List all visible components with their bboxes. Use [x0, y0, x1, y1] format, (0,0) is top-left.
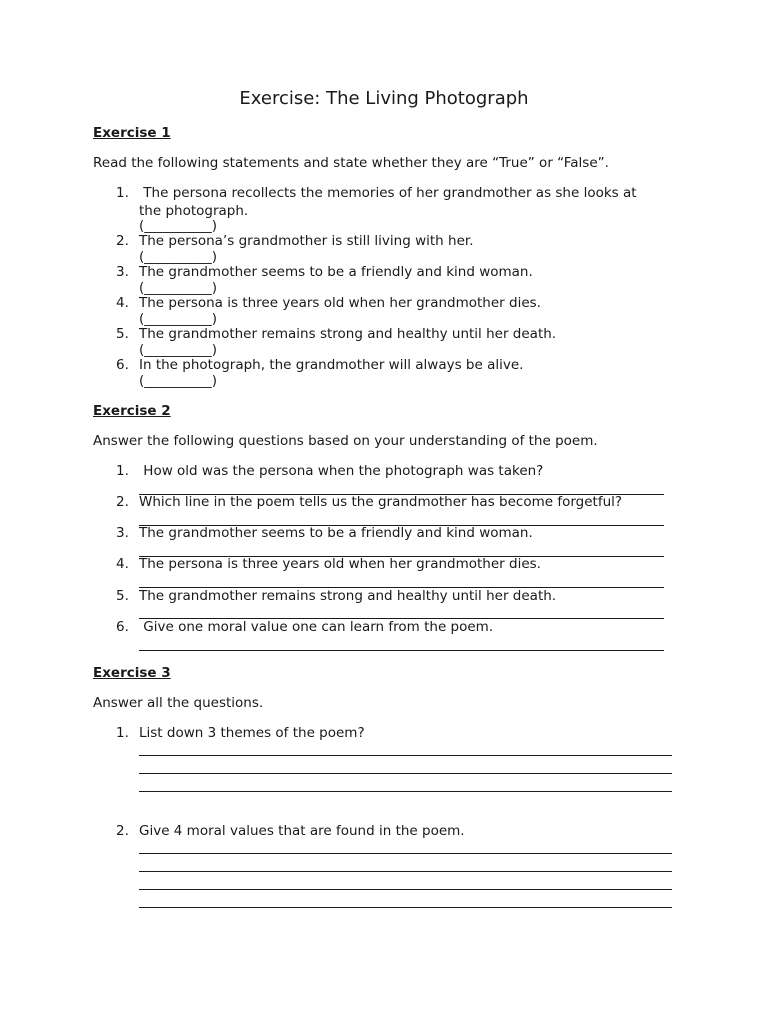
item-number: 1. — [116, 463, 129, 479]
exercise-3-instruction: Answer all the questions. — [93, 695, 264, 711]
answer-blank[interactable]: (__________) — [139, 342, 218, 358]
item-number: 4. — [116, 295, 129, 311]
item-text: The grandmother remains strong and healthy until her death. — [139, 588, 557, 604]
item-text: The persona’s grandmother is still living with her. — [139, 233, 474, 249]
answer-blank[interactable]: (__________) — [139, 249, 218, 265]
item-text: The persona is three years old when her grandmother dies. — [139, 295, 541, 311]
item-text: In the photograph, the grandmother will always be alive. — [139, 357, 524, 373]
item-number: 2. — [116, 823, 129, 839]
item-number: 1. — [116, 185, 129, 201]
item-number: 2. — [116, 233, 129, 249]
item-number: 5. — [116, 588, 129, 604]
item-text: Which line in the poem tells us the grandmother has become forgetful? — [139, 494, 623, 510]
answer-line[interactable] — [139, 853, 672, 854]
item-text-continued: the photograph. — [139, 203, 249, 219]
item-number: 3. — [116, 525, 129, 541]
item-number: 1. — [116, 725, 129, 741]
answer-line[interactable] — [139, 889, 672, 890]
item-text: Give one moral value one can learn from the poem. — [139, 619, 494, 635]
exercise-1-instruction: Read the following statements and state whether they are “True” or “False”. — [93, 155, 609, 171]
item-number: 4. — [116, 556, 129, 572]
item-number: 2. — [116, 494, 129, 510]
answer-blank[interactable]: (__________) — [139, 311, 218, 327]
answer-blank[interactable]: (__________) — [139, 280, 218, 296]
item-text: The grandmother remains strong and healthy until her death. — [139, 326, 557, 342]
item-text: List down 3 themes of the poem? — [139, 725, 365, 741]
item-text: The grandmother seems to be a friendly and kind woman. — [139, 264, 533, 280]
answer-line[interactable] — [139, 650, 664, 651]
exercise-2-instruction: Answer the following questions based on your understanding of the poem. — [93, 433, 598, 449]
item-text: Give 4 moral values that are found in the poem. — [139, 823, 465, 839]
item-number: 3. — [116, 264, 129, 280]
answer-line[interactable] — [139, 755, 672, 756]
answer-line[interactable] — [139, 773, 672, 774]
item-text: How old was the persona when the photograph was taken? — [139, 463, 544, 479]
exercise-3-heading: Exercise 3 — [93, 665, 171, 681]
page-title: Exercise: The Living Photograph — [239, 88, 529, 109]
item-text: The persona recollects the memories of her grandmother as she looks at — [139, 185, 637, 201]
answer-line[interactable] — [139, 871, 672, 872]
exercise-1-heading: Exercise 1 — [93, 125, 171, 141]
answer-blank[interactable]: (__________) — [139, 218, 218, 234]
answer-line[interactable] — [139, 791, 672, 792]
answer-blank[interactable]: (__________) — [139, 373, 218, 389]
exercise-2-heading: Exercise 2 — [93, 403, 171, 419]
item-number: 6. — [116, 619, 129, 635]
item-text: The grandmother seems to be a friendly and kind woman. — [139, 525, 533, 541]
item-number: 6. — [116, 357, 129, 373]
item-number: 5. — [116, 326, 129, 342]
item-text: The persona is three years old when her grandmother dies. — [139, 556, 541, 572]
answer-line[interactable] — [139, 907, 672, 908]
